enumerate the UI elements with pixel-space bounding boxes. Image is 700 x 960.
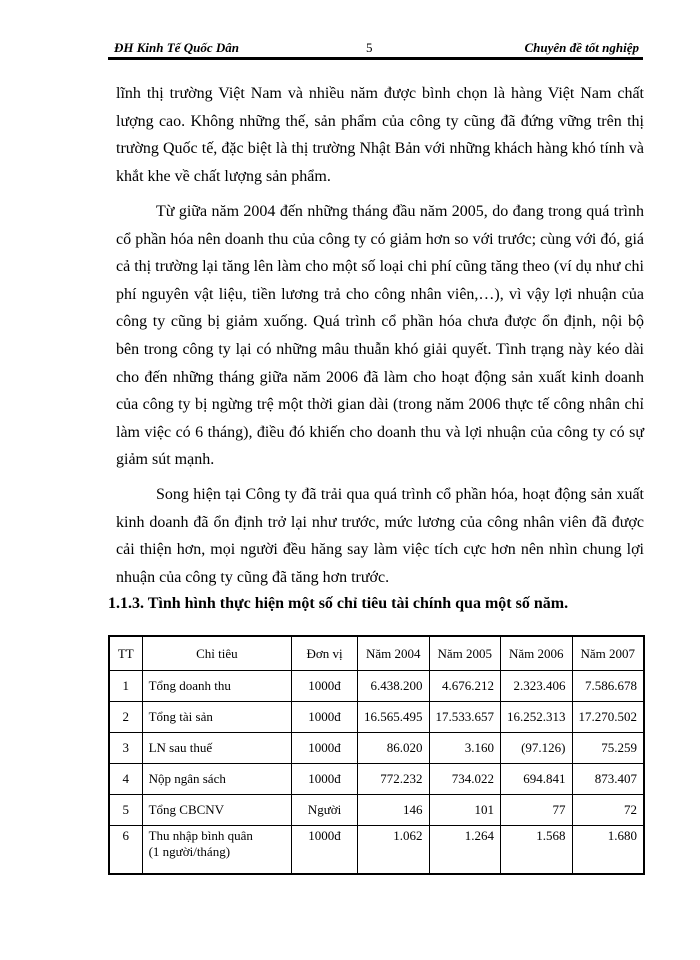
cell-2004: 146 [358,795,430,826]
cell-2004: 1.062 [358,826,430,875]
cell-2005: 734.022 [429,764,501,795]
cell-unit: 1000đ [292,702,358,733]
cell-2005: 101 [429,795,501,826]
cell-unit: 1000đ [292,671,358,702]
cell-2006: 1.568 [501,826,573,875]
header-university: ĐH Kinh Tế Quốc Dân [114,40,239,55]
cell-tt: 1 [109,671,142,702]
section-title: 1.1.3. Tình hình thực hiện một số chỉ tiêu tài chính qua một số năm. [108,595,569,612]
header-year-2006: Năm 2006 [501,636,573,671]
header-tt: TT [109,636,142,671]
cell-2004: 86.020 [358,733,430,764]
cell-2004: 6.438.200 [358,671,430,702]
cell-2006: 77 [501,795,573,826]
cell-2007: 873.407 [572,764,644,795]
table-row [109,764,644,795]
table-row [109,702,644,733]
cell-tt: 6 [109,826,142,875]
cell-2006: 2.323.406 [501,671,573,702]
table-header-row [109,636,644,671]
cell-indicator: Nộp ngân sách [142,764,292,795]
cell-2005: 3.160 [429,733,501,764]
cell-2006: 694.841 [501,764,573,795]
paragraph-1: lĩnh thị trường Việt Nam và nhiều năm được bình chọn là hàng Việt Nam chất lượng cao. Không những thế, sản phẩm của công ty cũng đã đứng vững trên thị trường Quốc tế, đặc biệt là thị trường Nhật Bản với những khách hàng khó tính và khắt khe về chất lượng sản phẩm. [116,85,644,185]
table-row [109,795,644,826]
cell-tt: 3 [109,733,142,764]
page-header [108,38,643,60]
cell-indicator: Tổng CBCNV [142,795,292,826]
cell-2007: 72 [572,795,644,826]
header-report-type: Chuyên đề tốt nghiệp [524,40,639,55]
paragraph-3: Song hiện tại Công ty đã trải qua quá trình cổ phần hóa, hoạt động sản xuất kinh doanh đã ổn định trở lại như trước, mức lương của công nhân viên đã được cải thiện hơn, mọi người đều hăng say làm việc tích cực hơn nên nhìn chung lợi nhuận của công ty cũng đã tăng hơn trước. [116,486,644,586]
financial-indicators-table [108,635,645,875]
cell-indicator-line2: (1 người/tháng) [148,844,231,859]
header-year-2004: Năm 2004 [358,636,430,671]
cell-2006: (97.126) [501,733,573,764]
table-row [109,671,644,702]
cell-2007: 75.259 [572,733,644,764]
cell-tt: 4 [109,764,142,795]
header-year-2007: Năm 2007 [572,636,644,671]
header-rule [108,57,643,60]
page-number: 5 [366,40,373,55]
header-year-2005: Năm 2005 [429,636,501,671]
table-row [109,826,644,875]
cell-indicator: Tổng tài sản [142,702,292,733]
cell-indicator: Tổng doanh thu [142,671,292,702]
cell-unit: Người [292,795,358,826]
cell-2007: 7.586.678 [572,671,644,702]
paragraph-2: Từ giữa năm 2004 đến những tháng đầu năm 2005, do đang trong quá trình cổ phần hóa nên doanh thu của công ty có giảm hơn so với trước; cùng với đó, giá cả thị trường lại tăng lên làm cho một số loại chi phí cũng tăng theo (ví dụ như chi phí nguyên vật liệu, tiền lương trả cho công nhân viên,…), vì vậy lợi nhuận của công ty cũng bị giảm xuống. Quá trình cổ phần hóa chưa được ổn định, nội bộ bên trong công ty lại có những mâu thuẫn khó giải quyết. Tình trạng này kéo dài cho đến những tháng giữa năm 2006 đã làm cho hoạt động sản xuất kinh doanh của công ty bị ngừng trệ một thời gian dài (trong năm 2006 thực tế công nhân chỉ làm việc có 6 tháng), điều đó khiến cho doanh thu và lợi nhuận của công ty có sự giảm sút mạnh. [116,203,644,469]
cell-unit: 1000đ [292,733,358,764]
cell-2005: 17.533.657 [429,702,501,733]
cell-unit: 1000đ [292,764,358,795]
cell-2007: 1.680 [572,826,644,875]
cell-2007: 17.270.502 [572,702,644,733]
cell-2006: 16.252.313 [501,702,573,733]
cell-2005: 4.676.212 [429,671,501,702]
table-row [109,733,644,764]
cell-2005: 1.264 [429,826,501,875]
cell-unit: 1000đ [292,826,358,875]
cell-2004: 772.232 [358,764,430,795]
cell-indicator-line1: Thu nhập bình quân [148,828,253,843]
cell-tt: 5 [109,795,142,826]
cell-indicator [142,826,292,875]
header-indicator: Chỉ tiêu [142,636,292,671]
cell-indicator: LN sau thuế [142,733,292,764]
cell-tt: 2 [109,702,142,733]
header-unit: Đơn vị [292,636,358,671]
cell-2004: 16.565.495 [358,702,430,733]
